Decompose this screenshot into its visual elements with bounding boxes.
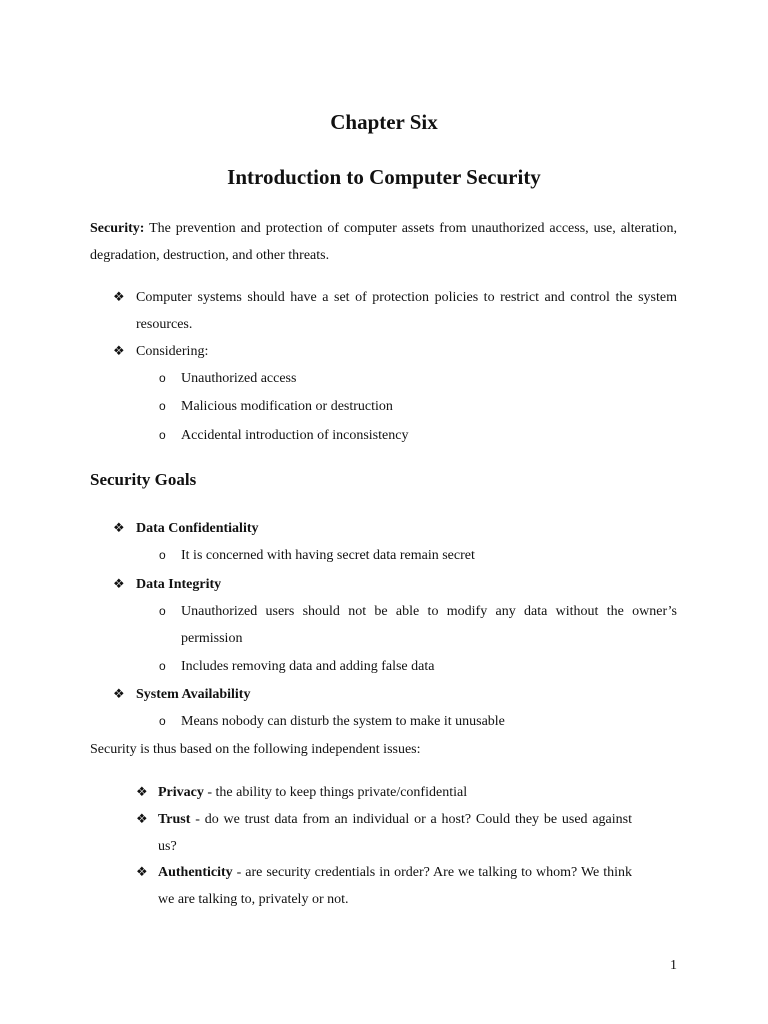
intro-bullet: Computer systems should have a set of protection policies to restrict and control the system resources. [136,290,677,332]
intro-bullet: Considering: [136,344,209,359]
issue-text: - are security credentials in order? Are we talking to whom? We think we are talking to, privately or not. [158,865,632,907]
list-item: Means nobody can disturb the system to make it unusable [181,714,505,729]
diamond-bullet-icon: ❖ [113,687,125,702]
chapter-heading: Chapter Six [330,110,438,134]
goal-label: System Availability [136,687,251,702]
page-number: 1 [670,958,677,973]
definition-text: The prevention and protection of computer assets from unauthorized access, use, alteration, degradation, destruction, and other threats. [90,221,678,263]
circle-bullet-icon: o [159,399,166,413]
goal-label: Data Integrity [136,577,222,592]
diamond-bullet-icon: ❖ [113,344,125,359]
goal-label: Data Confidentiality [136,521,259,536]
diamond-bullet-icon: ❖ [113,521,125,536]
issue-text: - do we trust data from an individual or a host? Could they be used against us? [158,812,632,854]
issue-term: Privacy [158,785,204,800]
issue-item [158,859,632,913]
document-title: Introduction to Computer Security [227,165,541,189]
issue-term: Authenticity [158,865,233,880]
circle-bullet-icon: o [159,548,166,562]
list-item: Includes removing data and adding false data [181,659,435,674]
circle-bullet-icon: o [159,371,166,385]
diamond-bullet-icon: ❖ [113,577,125,592]
circle-bullet-icon: o [159,428,166,442]
definition-term: Security: [90,221,145,236]
diamond-bullet-icon: ❖ [136,812,148,827]
issue-item [158,806,632,860]
list-item: Unauthorized access [181,371,297,386]
circle-bullet-icon: o [159,659,166,673]
diamond-bullet-icon: ❖ [136,865,148,880]
list-item: Accidental introduction of inconsistency [181,428,409,443]
section-heading: Security Goals [90,470,197,489]
circle-bullet-icon: o [159,714,166,728]
security-definition [90,215,677,269]
issue-term: Trust [158,812,191,827]
issues-intro: Security is thus based on the following independent issues: [90,742,421,757]
list-item: It is concerned with having secret data remain secret [181,548,475,563]
list-item: Malicious modification or destruction [181,399,393,414]
circle-bullet-icon: o [159,604,166,618]
issue-text: - the ability to keep things private/confidential [203,785,468,800]
issue-item [158,779,632,806]
list-item: Unauthorized users should not be able to modify any data without the owner’s permission [181,604,677,646]
diamond-bullet-icon: ❖ [136,785,148,800]
diamond-bullet-icon: ❖ [113,290,125,305]
